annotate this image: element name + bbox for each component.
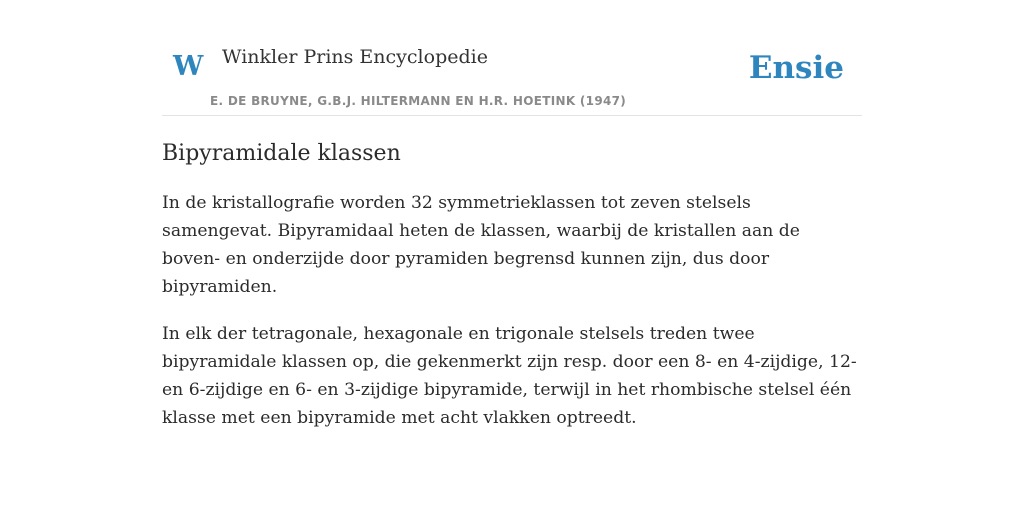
ensie-brand-logo[interactable]: Ensie <box>748 50 844 86</box>
winkler-prins-logo[interactable]: W <box>173 51 204 82</box>
article-title: Bipyramidale klassen <box>162 141 401 166</box>
article-card <box>162 40 862 432</box>
source-title[interactable]: Winkler Prins Encyclopedie <box>222 46 488 68</box>
article-paragraph: In elk der tetragonale, hexagonale en trigonale stelsels treden twee bipyramidale klassen op, die gekenmerkt zijn resp. door een 8- en 4-zijdige, 12- en 6-zijdige en 6- en 3-zijdige bipyramide, terwijl in het rhombische stelsel één klasse met een bipyramide met acht vlakken optreedt. <box>162 324 857 429</box>
source-authors: E. DE BRUYNE, G.B.J. HILTERMANN EN H.R. HOETINK (1947) <box>210 94 627 108</box>
source-header <box>162 40 862 116</box>
article-paragraph: In de kristallografie worden 32 symmetrieklassen tot zeven stelsels samengevat. Bipyramidaal heten de klassen, waarbij de kristallen aan de boven- en onderzijde door pyramiden begrensd kunnen zijn, dus door bipyramiden. <box>162 193 800 298</box>
